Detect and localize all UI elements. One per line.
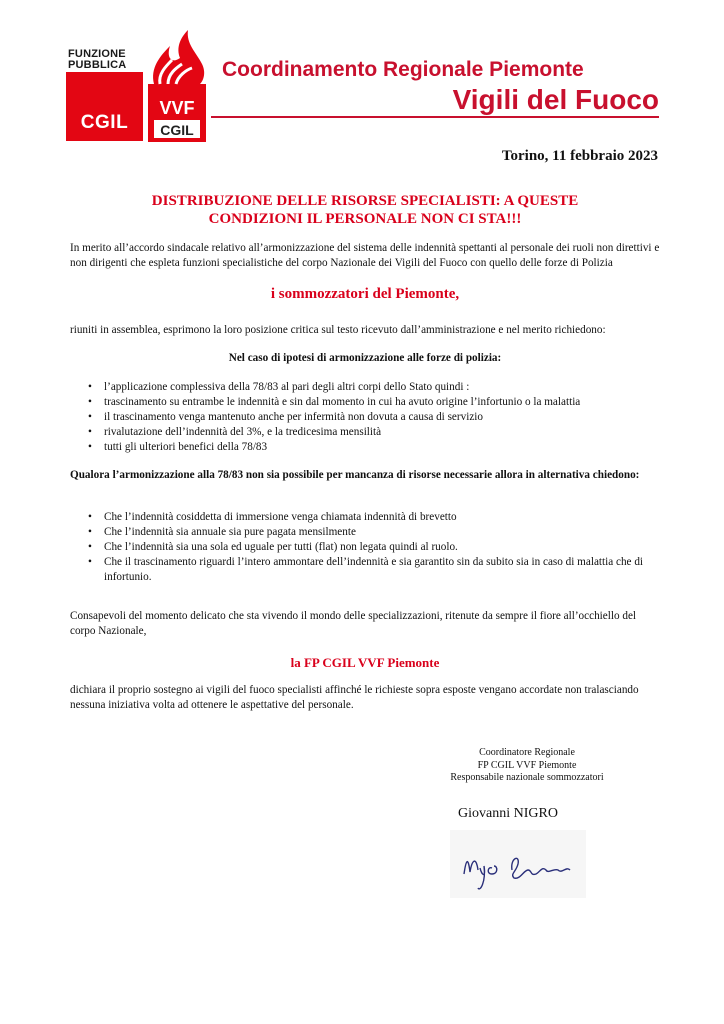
document-date: Torino, 11 febbraio 2023 xyxy=(501,148,658,164)
list-item: • l’applicazione complessiva della 78/83 al pari degli altri corpi dello Stato quindi : xyxy=(88,381,470,393)
list-item: • trascinamento su entrambe le indennità e sin dal momento in cui ha avuto origine l’infortunio o la malattia xyxy=(88,396,581,408)
section1-list xyxy=(70,380,660,455)
cgil-logo-text: CGIL xyxy=(80,112,129,133)
fp-heading: la FP CGIL VVF Piemonte xyxy=(290,655,440,670)
document-title: DISTRIBUZIONE DELLE RISORSE SPECIALISTI: A QUESTE CONDIZIONI IL PERSONALE NON CI STA!!! xyxy=(151,193,579,227)
handwritten-signature xyxy=(450,830,586,898)
vvf-cgil-text: CGIL xyxy=(160,122,194,138)
header-subtitle: Vigili del Fuoco xyxy=(452,84,659,115)
list-item: • Che l’indennità sia una sola ed uguale per tutti (flat) non legata quindi al ruolo. xyxy=(88,541,458,553)
intro-paragraph: In merito all’accordo sindacale relativo all’armonizzazione del sistema delle indennità spettanti al personale dei ruoli non direttivi e non dirigenti che espleta funzioni specialistiche del corpo Nazionale dei Vigili del Fuoco con quello delle forze di Polizia xyxy=(70,242,660,269)
list-item: • tutti gli ulteriori benefici della 78/83 xyxy=(88,441,268,453)
section2-list xyxy=(70,510,660,585)
section1-heading: Nel caso di ipotesi di armonizzazione alle forze di polizia: xyxy=(228,352,502,364)
support-paragraph: dichiara il proprio sostegno ai vigili del fuoco specialisti affinché le richieste sopra esposte vengano accordate non tralasciando nessuna iniziativa volta ad ottenere le aspettative del personale. xyxy=(70,684,639,711)
header-title: Coordinamento Regionale Piemonte xyxy=(222,58,584,81)
funzione-pubblica-label: FUNZIONE PUBBLICA xyxy=(68,48,127,71)
list-item: • Che l’indennità sia annuale sia pure pagata mensilmente xyxy=(88,526,356,538)
sub-heading: i sommozzatori del Piemonte, xyxy=(270,286,460,302)
signer-name: Giovanni NIGRO xyxy=(458,806,558,821)
signature-block: Coordinatore Regionale FP CGIL VVF Piemonte Responsabile nazionale sommozzatori xyxy=(450,747,604,783)
list-item: • il trascinamento venga mantenuto anche per infermità non dovuta a causa di servizio xyxy=(88,411,483,423)
header-rule xyxy=(211,116,659,118)
list-item: • rivalutazione dell’indennità del 3%, e la tredicesima mensilità xyxy=(88,426,382,438)
list-item: • Che l’indennità cosiddetta di immersione venga chiamata indennità di brevetto xyxy=(88,511,457,523)
vvf-text: VVF xyxy=(159,98,195,118)
section2-heading: Qualora l’armonizzazione alla 78/83 non sia possibile per mancanza di risorse necessarie allora in alternativa chiedono: xyxy=(70,469,640,481)
assembly-paragraph: riuniti in assemblea, esprimono la loro posizione critica sul testo ricevuto dall’amministrazione e nel merito richiedono: xyxy=(70,324,606,336)
conclusion-paragraph: Consapevoli del momento delicato che sta vivendo il mondo delle specializzazioni, ritenute da sempre il fiore all’occhiello del corpo Nazionale, xyxy=(70,610,637,637)
list-item: • Che il trascinamento riguardi l’intero ammontare dell’indennità e sia garantito sin da subito sia in caso di malattia che di infortunio. xyxy=(88,556,644,583)
